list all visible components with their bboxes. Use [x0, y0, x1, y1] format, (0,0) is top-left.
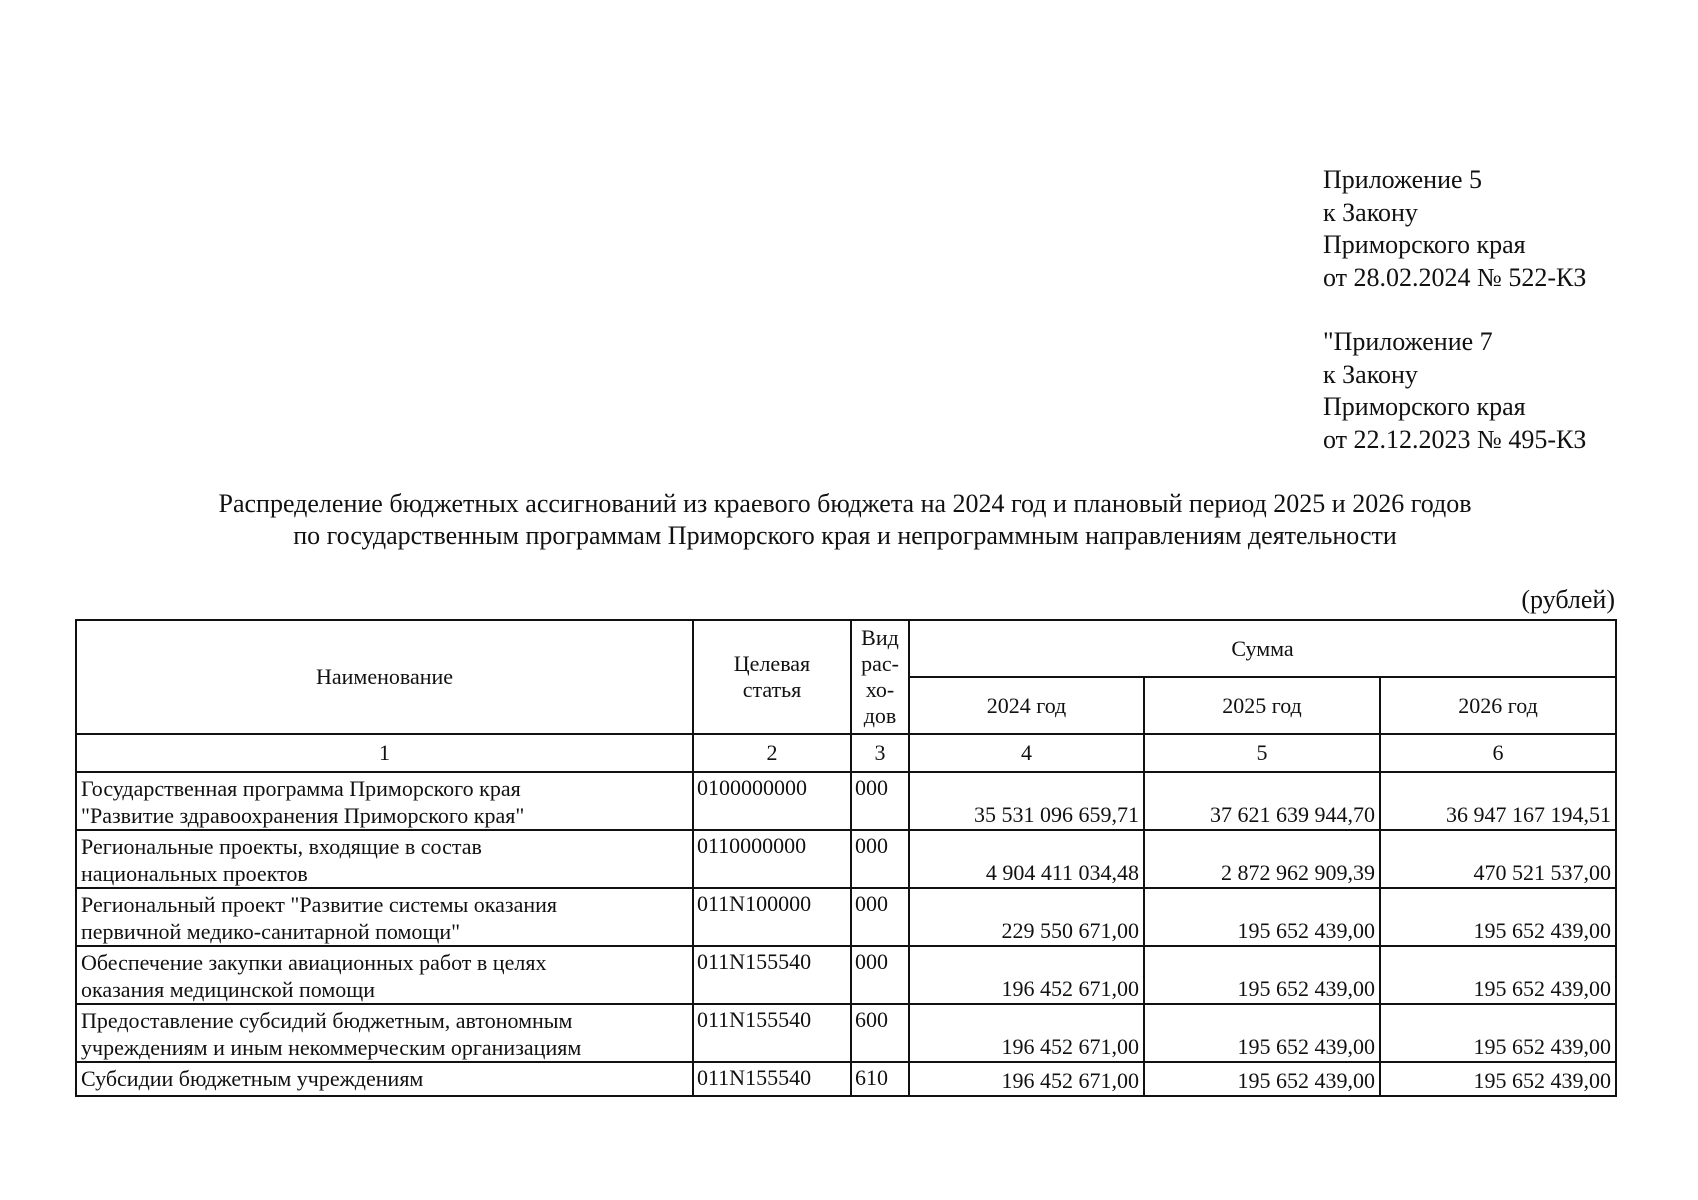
row-value-2025: 37 621 639 944,70: [1144, 772, 1380, 830]
row-target-article: 011N155540: [693, 1062, 851, 1096]
row-name: Региональный проект "Развитие системы оказания первичной медико-санитарной помощи": [76, 888, 693, 946]
row-name: Государственная программа Приморского края "Развитие здравоохранения Приморского края": [76, 772, 693, 830]
row-target-article: 011N155540: [693, 946, 851, 1004]
header-year-2026: 2026 год: [1380, 677, 1616, 734]
row-expense-type: 600: [851, 1004, 909, 1062]
appendix-line: Приложение 5: [1323, 165, 1483, 194]
appendix-line: Приморского края: [1323, 392, 1526, 421]
column-number: 4: [909, 734, 1144, 772]
title-line: по государственным программам Приморского края и непрограммным направлениям деятельности: [293, 521, 1397, 550]
row-value-2026: 195 652 439,00: [1380, 1062, 1616, 1096]
header-expense-type: Вид рас- хо- дов: [851, 620, 909, 734]
document-title: [60, 488, 1630, 552]
table-row: [76, 772, 1616, 830]
budget-table: [75, 619, 1617, 1097]
header-year-2024: 2024 год: [909, 677, 1144, 734]
title-line: Распределение бюджетных ассигнований из краевого бюджета на 2024 год и плановый период 2025 и 2026 годов: [218, 489, 1472, 518]
row-value-2025: 195 652 439,00: [1144, 1062, 1380, 1096]
row-value-2025: 195 652 439,00: [1144, 946, 1380, 1004]
row-value-2025: 2 872 962 909,39: [1144, 830, 1380, 888]
appendix-line: к Закону: [1323, 359, 1418, 389]
appendix-reference-amended: [1323, 326, 1586, 456]
row-name: Обеспечение закупки авиационных работ в целях оказания медицинской помощи: [76, 946, 693, 1004]
row-target-article: 011N155540: [693, 1004, 851, 1062]
header-target-article: Целевая статья: [693, 620, 851, 734]
row-expense-type: 000: [851, 888, 909, 946]
column-number: 1: [76, 734, 693, 772]
appendix-line: от 28.02.2024 № 522-КЗ: [1323, 262, 1587, 292]
row-value-2024: 196 452 671,00: [909, 946, 1144, 1004]
row-value-2024: 4 904 411 034,48: [909, 830, 1144, 888]
header-sum: Сумма: [909, 620, 1616, 677]
table-row: [76, 1062, 1616, 1096]
row-expense-type: 000: [851, 772, 909, 830]
appendix-reference-current: [1323, 164, 1586, 294]
row-value-2026: 470 521 537,00: [1380, 830, 1616, 888]
row-name: Предоставление субсидий бюджетным, автономным учреждениям и иным некоммерческим организациям: [76, 1004, 693, 1062]
row-value-2024: 196 452 671,00: [909, 1062, 1144, 1096]
table-row: [76, 1004, 1616, 1062]
column-number: 3: [851, 734, 909, 772]
row-expense-type: 000: [851, 946, 909, 1004]
row-value-2025: 195 652 439,00: [1144, 1004, 1380, 1062]
row-name: Региональные проекты, входящие в состав национальных проектов: [76, 830, 693, 888]
row-target-article: 0110000000: [693, 830, 851, 888]
appendix-line: "Приложение 7: [1323, 327, 1493, 356]
row-value-2024: 35 531 096 659,71: [909, 772, 1144, 830]
row-expense-type: 000: [851, 830, 909, 888]
row-value-2024: 196 452 671,00: [909, 1004, 1144, 1062]
row-value-2026: 195 652 439,00: [1380, 1004, 1616, 1062]
column-number: 5: [1144, 734, 1380, 772]
header-name: Наименование: [76, 620, 693, 734]
row-target-article: 011N100000: [693, 888, 851, 946]
row-value-2024: 229 550 671,00: [909, 888, 1144, 946]
row-value-2026: 36 947 167 194,51: [1380, 772, 1616, 830]
row-value-2025: 195 652 439,00: [1144, 888, 1380, 946]
column-number-row: [76, 734, 1616, 772]
table-row: [76, 830, 1616, 888]
row-target-article: 0100000000: [693, 772, 851, 830]
appendix-line: от 22.12.2023 № 495-КЗ: [1323, 424, 1587, 454]
column-number: 6: [1380, 734, 1616, 772]
table-row: [76, 888, 1616, 946]
appendix-line: Приморского края: [1323, 230, 1526, 259]
row-value-2026: 195 652 439,00: [1380, 946, 1616, 1004]
column-number: 2: [693, 734, 851, 772]
units-label: (рублей): [1521, 585, 1615, 614]
row-value-2026: 195 652 439,00: [1380, 888, 1616, 946]
header-year-2025: 2025 год: [1144, 677, 1380, 734]
row-name: Субсидии бюджетным учреждениям: [76, 1062, 693, 1096]
appendix-line: к Закону: [1323, 197, 1418, 227]
table-row: [76, 946, 1616, 1004]
row-expense-type: 610: [851, 1062, 909, 1096]
